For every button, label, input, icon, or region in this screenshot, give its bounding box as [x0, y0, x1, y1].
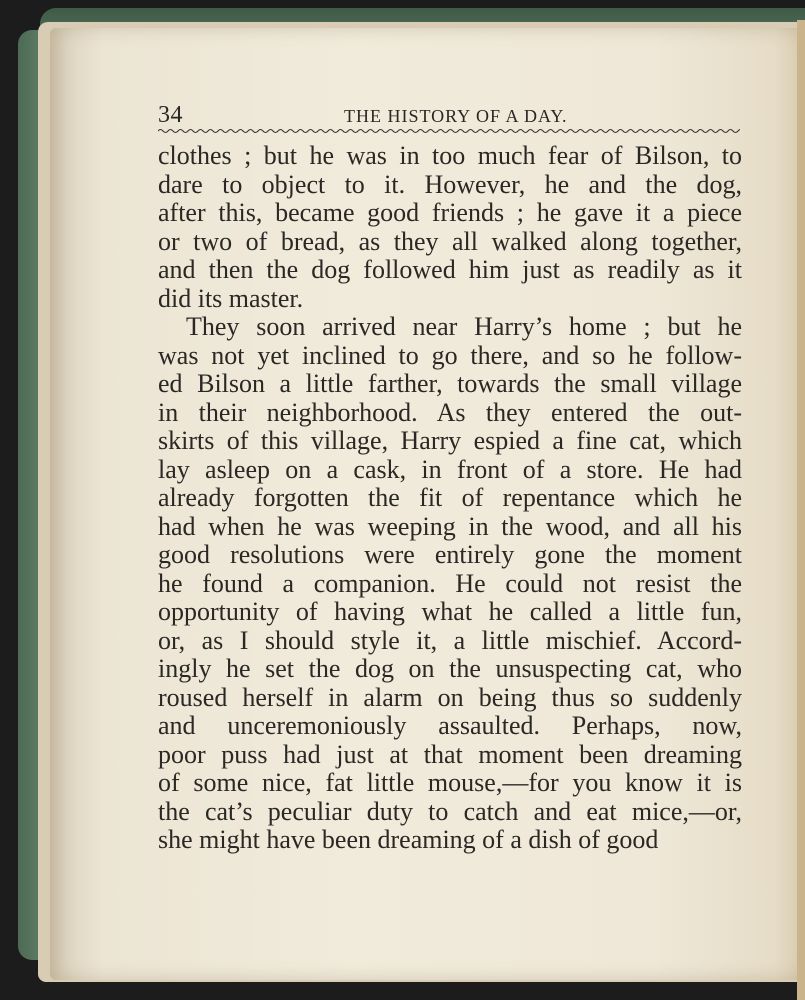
text-line: ed Bilson a little farther, towards the small village	[158, 369, 742, 398]
paragraph	[158, 142, 742, 313]
text-line: was not yet inclined to go there, and so he follow-	[158, 340, 742, 370]
text-line: good resolutions were entirely gone the moment	[158, 540, 742, 569]
running-head: THE HISTORY OF A DAY.	[344, 106, 568, 126]
text-line: roused herself in alarm on being thus so suddenly	[158, 682, 742, 712]
text-line: clothes ; but he was in too much fear of Bilson, to	[158, 141, 742, 170]
text-line: the cat’s peculiar duty to catch and eat mice,—or,	[158, 796, 742, 826]
text-line: opportunity of having what he called a little fun,	[158, 597, 742, 626]
page-header	[158, 98, 740, 134]
page-right-edge	[797, 20, 805, 1000]
paragraph	[158, 313, 742, 855]
text-line: she might have been dreaming of a dish of good	[158, 825, 659, 854]
text-line: did its master.	[158, 283, 304, 313]
text-line: dare to object to it. However, he and the dog,	[158, 169, 742, 199]
text-line: and unceremoniously assaulted. Perhaps, now,	[158, 711, 742, 740]
page-number: 34	[158, 102, 183, 128]
text-line: poor puss had just at that moment been dreaming	[158, 739, 742, 769]
text-line: and then the dog followed him just as readily as it	[158, 255, 742, 284]
text-line: skirts of this village, Harry espied a fine cat, which	[158, 426, 742, 455]
wavy-rule	[158, 128, 740, 134]
text-line: lay asleep on a cask, in front of a store. He had	[158, 454, 742, 484]
text-line: in their neighborhood. As they entered the out-	[158, 397, 742, 427]
text-line: had when he was weeping in the wood, and all his	[158, 511, 742, 541]
text-line: They soon arrived near Harry’s home ; but he	[186, 312, 742, 341]
text-line: already forgotten the fit of repentance which he	[158, 483, 742, 512]
text-line: ingly he set the dog on the unsuspecting cat, who	[158, 654, 742, 683]
body-text	[158, 142, 742, 855]
text-line: he found a companion. He could not resist the	[158, 568, 742, 598]
text-line: of some nice, fat little mouse,—for you know it is	[158, 768, 742, 797]
text-line: or, as I should style it, a little mischief. Accord-	[158, 625, 742, 655]
text-line: or two of bread, as they all walked along together,	[158, 226, 742, 256]
text-line: after this, became good friends ; he gave it a piece	[158, 198, 742, 227]
